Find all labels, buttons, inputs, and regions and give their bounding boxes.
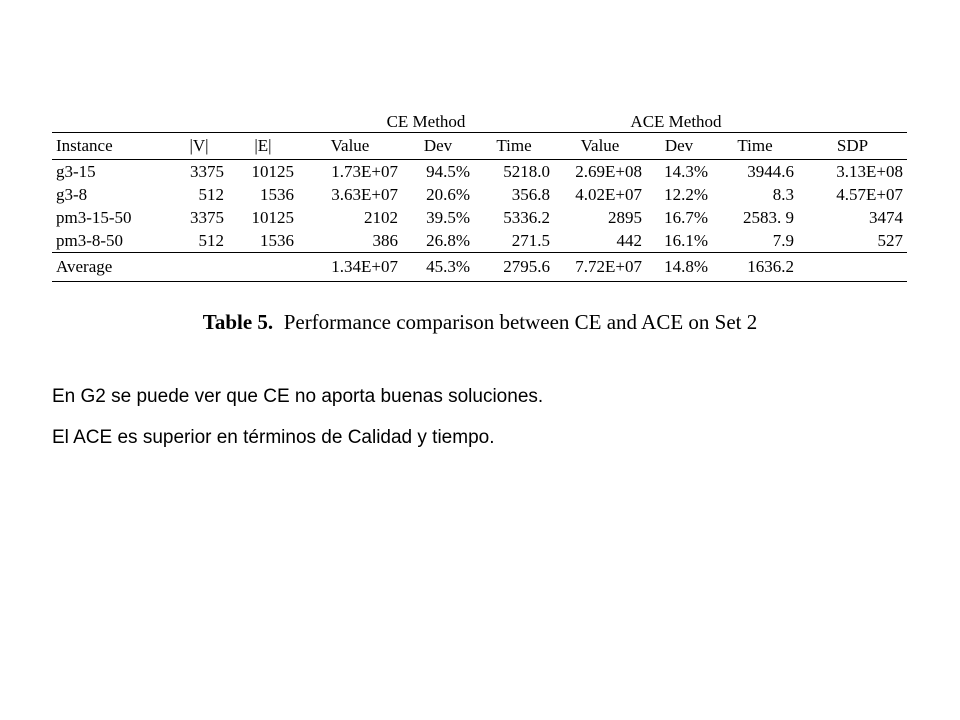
cell-ce-dev: 45.3% [402,253,474,282]
header-ace-value: Value [554,133,646,160]
cell-ace-time: 3944.6 [747,161,794,181]
cell-ce-value: 1.34E+07 [298,253,402,282]
header-ce-value: Value [298,133,402,160]
cell-sdp: 3.13E+08 [836,161,903,181]
header-ace-time: Time [712,133,798,160]
ace-method-group-header: ACE Method [554,108,798,133]
cell-ce-value: 3.63E+07 [331,184,398,204]
cell-instance: pm3-8-50 [52,229,170,253]
cell-instance: g3-15 [56,161,96,181]
cell-ce-dev: 26.8% [402,229,474,253]
header-sdp: SDP [798,133,907,160]
cell-ace-value: 4.02E+07 [575,184,642,204]
header-instance: Instance [52,133,170,160]
cell-sdp: 4.57E+07 [836,184,903,204]
cell-ce-time: 5336.2 [503,207,550,227]
cell-vertices [170,253,228,282]
header-ce-time: Time [474,133,554,160]
cell-ce-dev: 94.5% [426,161,470,181]
cell-ce-value: 386 [298,229,402,253]
caption-text: Performance comparison between CE and ACE on Set 2 [283,310,758,334]
table-caption [160,310,800,335]
header-edges: |E| [228,133,298,160]
average-row [52,253,907,282]
table-row [52,229,907,253]
cell-ace-dev: 14.8% [646,253,712,282]
ce-method-group-header: CE Method [298,108,554,133]
cell-ace-dev: 14.3% [664,161,708,181]
cell-sdp: 527 [798,229,907,253]
cell-edges: 10125 [251,207,294,227]
column-header-row [52,133,907,160]
cell-ace-value: 442 [554,229,646,253]
cell-sdp [798,253,907,282]
cell-edges: 1536 [228,229,298,253]
cell-vertices: 3375 [190,207,224,227]
cell-ce-dev: 20.6% [426,184,470,204]
cell-ce-value: 2102 [364,207,398,227]
header-vertices: |V| [170,133,228,160]
cell-average-label: Average [52,253,170,282]
caption-label: Table 5. [202,310,274,334]
cell-ace-dev: 12.2% [664,184,708,204]
cell-instance: pm3-15-50 [56,207,132,227]
cell-ace-dev: 16.1% [646,229,712,253]
cell-ce-dev: 39.5% [426,207,470,227]
header-ce-dev: Dev [402,133,474,160]
cell-ace-value: 2895 [608,207,642,227]
cell-ace-time: 2583. 9 [743,207,794,227]
cell-ace-value: 2.69E+08 [575,161,642,181]
cell-ace-dev: 16.7% [664,207,708,227]
cell-ace-value: 7.72E+07 [554,253,646,282]
cell-ace-time: 1636.2 [712,253,798,282]
performance-table [52,108,907,282]
cell-ace-time: 7.9 [712,229,798,253]
cell-vertices: 512 [198,184,224,204]
table-row [52,206,907,229]
cell-edges: 10125 [251,161,294,181]
table-row [52,160,907,184]
performance-table-container [52,108,907,282]
cell-edges [228,253,298,282]
cell-sdp: 3474 [869,207,903,227]
cell-vertices: 3375 [190,161,224,181]
cell-ce-value: 1.73E+07 [331,161,398,181]
group-header-row [52,108,907,133]
note-line-2: El ACE es superior en términos de Calidad y tiempo. [52,427,495,448]
cell-edges: 1536 [260,184,294,204]
cell-ace-time: 8.3 [772,184,794,204]
table-row [52,183,907,206]
cell-ce-time: 356.8 [511,184,550,204]
header-ace-dev: Dev [646,133,712,160]
cell-ce-time: 2795.6 [474,253,554,282]
cell-instance: g3-8 [56,184,88,204]
cell-ce-time: 5218.0 [503,161,550,181]
note-line-1: En G2 se puede ver que CE no aporta buenas soluciones. [52,386,544,407]
cell-vertices: 512 [170,229,228,253]
cell-ce-time: 271.5 [474,229,554,253]
